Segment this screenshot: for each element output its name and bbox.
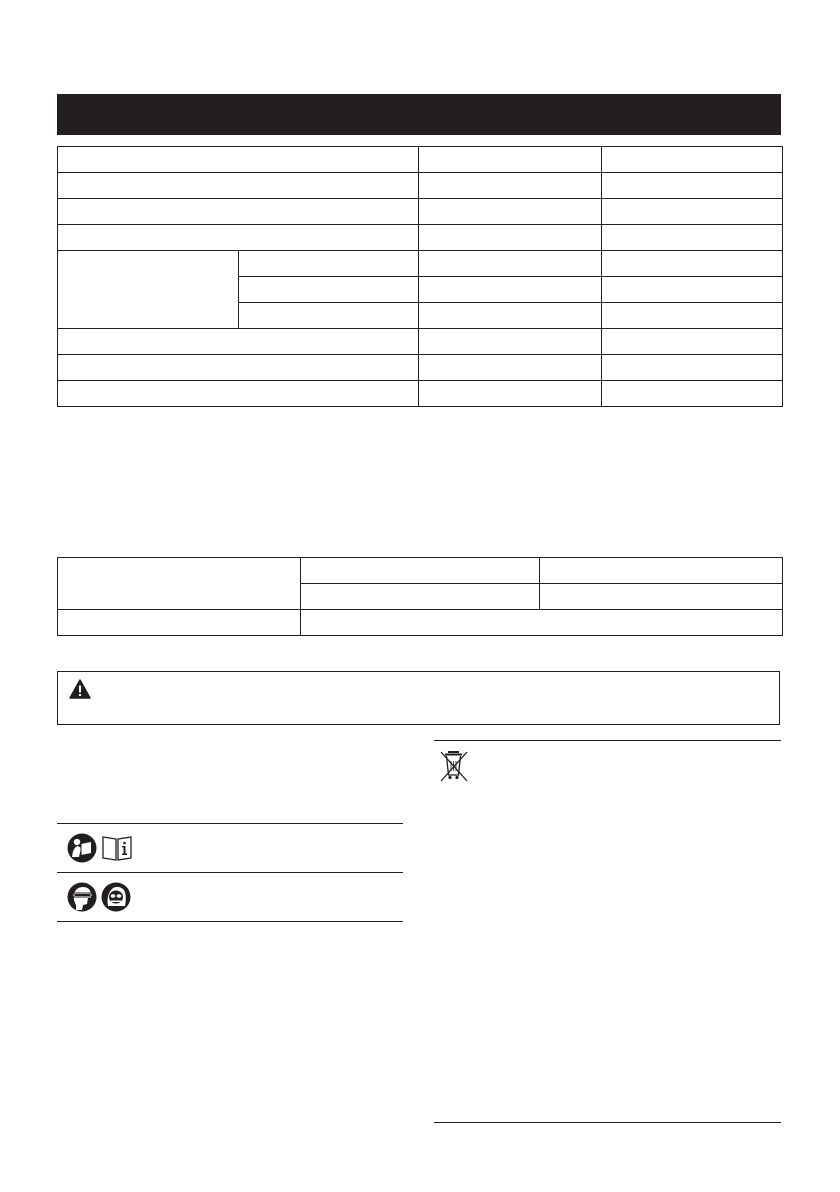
spec-cell <box>602 147 783 173</box>
aux-cell <box>301 584 540 610</box>
spec-cell <box>58 199 419 225</box>
spec-cell <box>419 381 602 407</box>
table-row <box>58 381 783 407</box>
spec-cell <box>58 329 419 355</box>
spec-cell <box>419 355 602 381</box>
spec-cell <box>602 329 783 355</box>
spec-cell <box>419 147 602 173</box>
table-row <box>58 329 783 355</box>
eye-protection-icon <box>67 882 97 912</box>
divider <box>434 740 781 741</box>
read-manual-person-icon <box>67 833 97 863</box>
spec-cell <box>419 173 602 199</box>
spec-group-cell <box>58 251 239 329</box>
spec-cell <box>58 355 419 381</box>
table-row <box>58 199 783 225</box>
aux-cell <box>301 610 783 636</box>
aux-cell <box>58 610 301 636</box>
aux-cell <box>58 558 301 610</box>
aux-cell <box>301 558 540 584</box>
auxiliary-table <box>57 557 783 636</box>
divider <box>57 921 403 922</box>
aux-cell <box>540 558 783 584</box>
spec-cell <box>419 225 602 251</box>
spec-cell <box>602 277 783 303</box>
warning-box <box>57 671 780 725</box>
table-row <box>58 251 783 277</box>
spec-cell <box>602 381 783 407</box>
info-book-icon <box>101 833 133 863</box>
spec-cell <box>419 251 602 277</box>
read-manual-symbol-row <box>57 824 403 870</box>
protective-equipment-symbol-row <box>57 873 403 919</box>
spec-cell <box>419 277 602 303</box>
spec-cell <box>58 225 419 251</box>
crossed-out-wheeled-bin-icon <box>437 748 471 784</box>
spec-cell <box>602 303 783 329</box>
spec-cell <box>58 173 419 199</box>
table-row <box>58 558 783 584</box>
specification-table <box>57 146 783 407</box>
warning-triangle-icon <box>69 679 91 699</box>
face-shield-icon <box>101 882 131 912</box>
spec-cell <box>419 199 602 225</box>
spec-cell <box>602 251 783 277</box>
section-header-bar <box>57 94 781 135</box>
table-row <box>58 610 783 636</box>
table-row <box>58 173 783 199</box>
spec-cell <box>239 277 419 303</box>
spec-cell <box>602 225 783 251</box>
table-row <box>58 225 783 251</box>
spec-cell <box>602 355 783 381</box>
spec-cell <box>239 251 419 277</box>
table-row <box>58 147 783 173</box>
divider <box>434 1122 781 1123</box>
spec-cell <box>602 199 783 225</box>
spec-cell <box>419 329 602 355</box>
spec-cell <box>419 303 602 329</box>
spec-cell <box>58 147 419 173</box>
spec-cell <box>602 173 783 199</box>
spec-cell <box>58 381 419 407</box>
spec-cell <box>239 303 419 329</box>
table-row <box>58 355 783 381</box>
aux-cell <box>540 584 783 610</box>
